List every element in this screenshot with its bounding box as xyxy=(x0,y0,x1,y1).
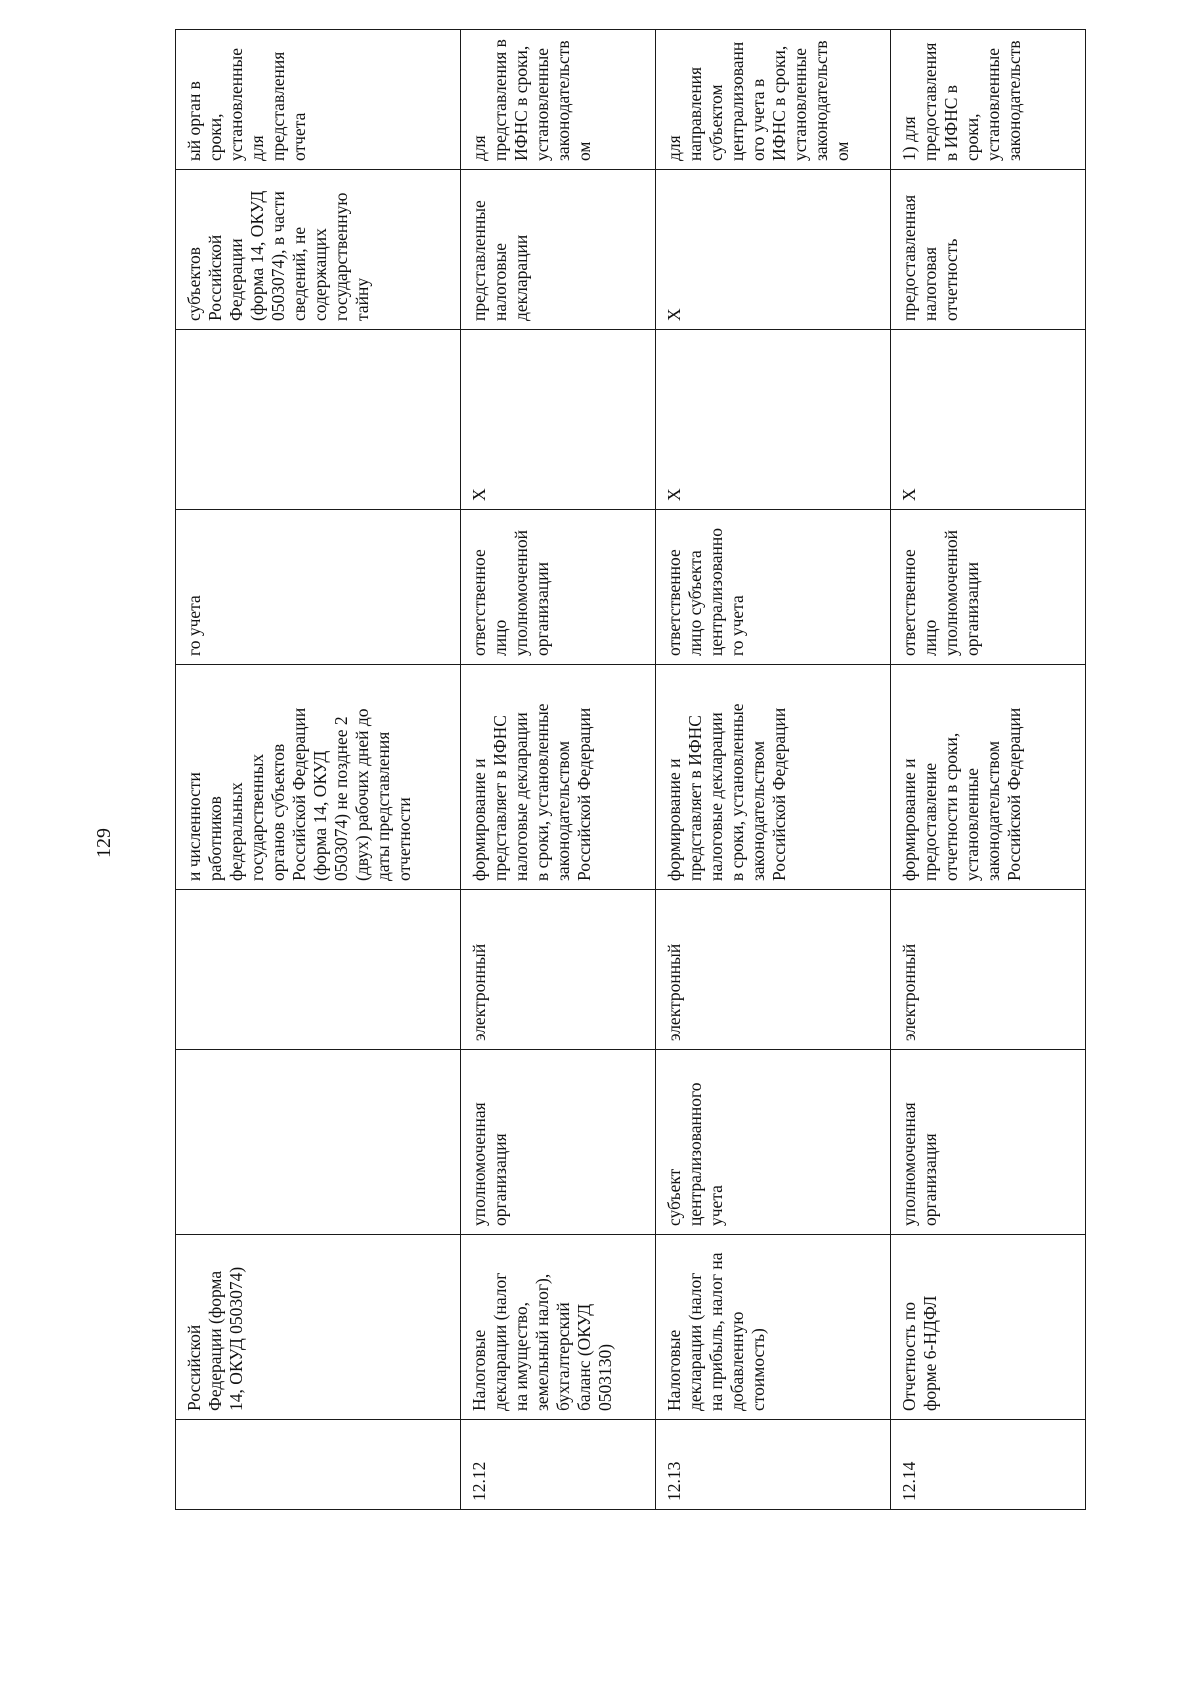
mark-cell xyxy=(176,330,461,510)
executor-cell: ответственное лицо субъекта централизованно го учета xyxy=(656,510,891,665)
result-cell: предоставленная налоговая отчетность xyxy=(891,170,1086,330)
mark-cell: X xyxy=(461,330,656,510)
document-table xyxy=(175,29,1086,1510)
table-row xyxy=(891,30,1086,1510)
format-cell: электронный xyxy=(461,890,656,1050)
responsible-party-cell: субъект централизованного учета xyxy=(656,1050,891,1235)
document-name-cell: Российской Федерации (форма 14, ОКУД 0503074) xyxy=(176,1235,461,1420)
result-cell: представленные налоговые декларации xyxy=(461,170,656,330)
result-cell: субъектов Российской Федерации (форма 14, ОКУД 0503074), в части сведений, не содержащих государственную тайну xyxy=(176,170,461,330)
responsible-party-cell: уполномоченная организация xyxy=(891,1050,1086,1235)
responsible-party-cell: уполномоченная организация xyxy=(461,1050,656,1235)
purpose-cell: для представления в ИФНС в сроки, установленные законодательств ом xyxy=(461,30,656,170)
row-number-cell xyxy=(176,1420,461,1510)
result-cell: X xyxy=(656,170,891,330)
table-row xyxy=(461,30,656,1510)
page-number: 129 xyxy=(93,828,115,858)
executor-cell: ответственное лицо уполномоченной организации xyxy=(891,510,1086,665)
format-cell: электронный xyxy=(891,890,1086,1050)
executor-cell: го учета xyxy=(176,510,461,665)
table-row xyxy=(176,30,461,1510)
purpose-cell: для направления субъектом централизованн ого учета в ИФНС в сроки, установленные законодательств ом xyxy=(656,30,891,170)
responsible-party-cell xyxy=(176,1050,461,1235)
row-number-cell: 12.12 xyxy=(461,1420,656,1510)
format-cell xyxy=(176,890,461,1050)
rotated-table-wrapper xyxy=(175,30,1085,1510)
row-number-cell: 12.14 xyxy=(891,1420,1086,1510)
mark-cell: X xyxy=(656,330,891,510)
executor-cell: ответственное лицо уполномоченной организации xyxy=(461,510,656,665)
row-number-cell: 12.13 xyxy=(656,1420,891,1510)
action-cell: формирование и представляет в ИФНС налоговые декларации в сроки, установленные законодательством Российской Федерации xyxy=(656,665,891,890)
mark-cell: X xyxy=(891,330,1086,510)
purpose-cell: ый орган в сроки, установленные для представления отчета xyxy=(176,30,461,170)
format-cell: электронный xyxy=(656,890,891,1050)
action-cell: формирование и предоставление отчетности в сроки, установленные законодательством Российской Федерации xyxy=(891,665,1086,890)
table-row xyxy=(656,30,891,1510)
document-name-cell: Налоговые декларации (налог на прибыль, налог на добавленную стоимость) xyxy=(656,1235,891,1420)
action-cell: формирование и представляет в ИФНС налоговые декларации в сроки, установленные законодательством Российской Федерации xyxy=(461,665,656,890)
document-name-cell: Налоговые декларации (налог на имущество, земельный налог), бухгалтерский баланс (ОКУД 0503130) xyxy=(461,1235,656,1420)
document-name-cell: Отчетность по форме 6-НДФЛ xyxy=(891,1235,1086,1420)
purpose-cell: 1) для предоставления в ИФНС в сроки, установленные законодательств xyxy=(891,30,1086,170)
action-cell: и численности работников федеральных государственных органов субъектов Российской Федерации (форма 14, ОКУД 0503074) не позднее 2 (двух) рабочих дней до даты представления отчетности xyxy=(176,665,461,890)
